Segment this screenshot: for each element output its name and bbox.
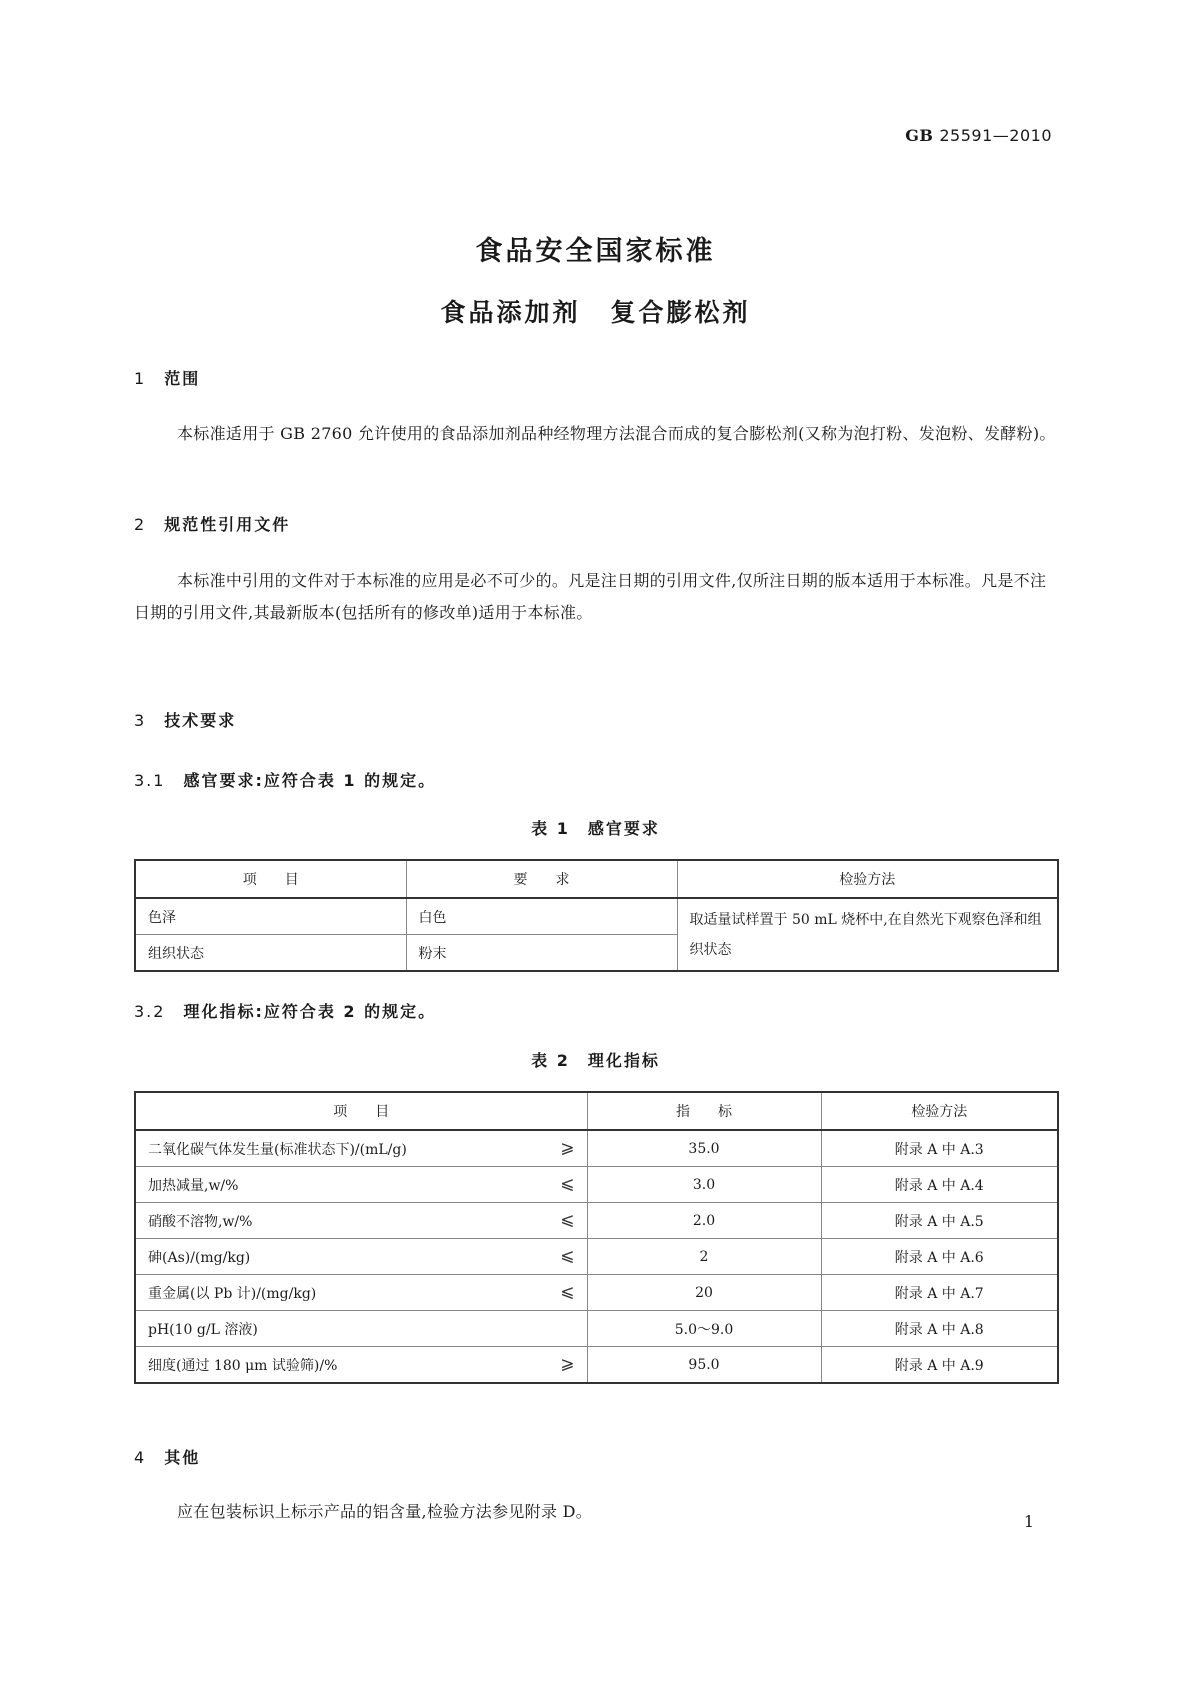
section-title: 其他 xyxy=(164,1448,201,1467)
table-row xyxy=(135,1130,1058,1167)
cell-method: 附录 A 中 A.8 xyxy=(821,1311,1058,1347)
comparison-operator: ⩽ xyxy=(560,1282,575,1302)
comparison-operator: ⩽ xyxy=(560,1210,575,1230)
standard-code: 25591—2010 xyxy=(939,126,1052,145)
cell-requirement: 粉末 xyxy=(406,935,677,972)
section-title: 技术要求 xyxy=(164,711,237,730)
cell-item: 砷(As)/(mg/kg) xyxy=(148,1249,251,1266)
comparison-operator: ⩾ xyxy=(560,1138,575,1158)
cell-item: 色泽 xyxy=(135,898,406,935)
cell-item: 重金属(以 Pb 计)/(mg/kg) xyxy=(148,1285,317,1302)
cell-method: 附录 A 中 A.5 xyxy=(821,1203,1058,1239)
subtitle-right: 复合膨松剂 xyxy=(610,298,751,327)
section-title: 规范性引用文件 xyxy=(164,515,291,534)
section-heading-2 xyxy=(134,512,290,535)
page-number: 1 xyxy=(1023,1512,1034,1531)
cell-method: 附录 A 中 A.4 xyxy=(821,1167,1058,1203)
table-row xyxy=(135,1167,1058,1203)
comparison-operator: ⩽ xyxy=(560,1246,575,1266)
document-subtitle xyxy=(0,293,1191,329)
section-number: 3 xyxy=(134,711,147,730)
paragraph-text: 本标准适用于 GB 2760 允许使用的食品添加剂品种经物理方法混合而成的复合膨松剂(又称为泡打粉、发泡粉、发酵粉)。 xyxy=(177,424,1056,443)
table-row xyxy=(135,1311,1058,1347)
subsection-text: 理化指标:应符合表 2 的规定。 xyxy=(183,1002,437,1021)
cell-method: 附录 A 中 A.3 xyxy=(821,1130,1058,1167)
standard-prefix: GB xyxy=(905,126,934,145)
cell-method: 附录 A 中 A.9 xyxy=(821,1347,1058,1384)
cell-item: 组织状态 xyxy=(135,935,406,972)
subtitle-left: 食品添加剂 xyxy=(440,298,581,327)
column-header-item: 项 目 xyxy=(135,1092,587,1130)
table-header-row xyxy=(135,1092,1058,1130)
subsection-number: 3.2 xyxy=(134,1002,166,1021)
section-number: 1 xyxy=(134,369,147,388)
table-header-row xyxy=(135,860,1058,898)
cell-value: 95.0 xyxy=(587,1347,821,1384)
cell-value: 3.0 xyxy=(587,1167,821,1203)
table-row xyxy=(135,898,1058,935)
cell-value: 2.0 xyxy=(587,1203,821,1239)
cell-item: 加热减量,w/% xyxy=(148,1177,239,1194)
column-header-method: 检验方法 xyxy=(821,1092,1058,1130)
table-row xyxy=(135,1203,1058,1239)
cell-item: 二氧化碳气体发生量(标准状态下)/(mL/g) xyxy=(148,1141,407,1158)
column-header-requirement: 要 求 xyxy=(406,860,677,898)
section-heading-1 xyxy=(134,366,200,389)
subsection-3-2 xyxy=(134,999,436,1022)
cell-item: 细度(通过 180 μm 试验筛)/% xyxy=(148,1357,338,1374)
cell-value: 2 xyxy=(587,1239,821,1275)
column-header-item: 项 目 xyxy=(135,860,406,898)
subsection-text: 感官要求:应符合表 1 的规定。 xyxy=(183,771,437,790)
section-1-paragraph xyxy=(134,418,1059,450)
cell-method: 附录 A 中 A.6 xyxy=(821,1239,1058,1275)
section-title: 范围 xyxy=(164,369,201,388)
comparison-operator: ⩾ xyxy=(560,1354,575,1374)
table-1-sensory xyxy=(134,859,1059,972)
comparison-operator: ⩽ xyxy=(560,1174,575,1194)
cell-value: 5.0～9.0 xyxy=(587,1311,821,1347)
section-number: 4 xyxy=(134,1448,147,1467)
table-2-physicochemical xyxy=(134,1091,1059,1384)
table-row xyxy=(135,1275,1058,1311)
standard-number xyxy=(905,126,1052,145)
cell-item: pH(10 g/L 溶液) xyxy=(148,1321,258,1338)
subsection-number: 3.1 xyxy=(134,771,166,790)
cell-method: 取适量试样置于 50 mL 烧杯中,在自然光下观察色泽和组织状态 xyxy=(677,898,1058,971)
cell-value: 35.0 xyxy=(587,1130,821,1167)
cell-item: 硝酸不溶物,w/% xyxy=(148,1213,253,1230)
table-row xyxy=(135,1347,1058,1384)
column-header-index: 指 标 xyxy=(587,1092,821,1130)
section-number: 2 xyxy=(134,515,147,534)
table-row xyxy=(135,1239,1058,1275)
paragraph-text: 本标准中引用的文件对于本标准的应用是必不可少的。凡是注日期的引用文件,仅所注日期的版本适用于本标准。凡是不注日期的引用文件,其最新版本(包括所有的修改单)适用于本标准。 xyxy=(134,571,1047,622)
cell-method: 附录 A 中 A.7 xyxy=(821,1275,1058,1311)
section-heading-4 xyxy=(134,1445,200,1468)
document-title: 食品安全国家标准 xyxy=(475,236,716,267)
section-4-paragraph xyxy=(134,1496,1059,1528)
cell-value: 20 xyxy=(587,1275,821,1311)
table-2-caption: 表 2 理化指标 xyxy=(531,1051,660,1070)
table-1-caption: 表 1 感官要求 xyxy=(531,819,660,838)
paragraph-text: 应在包装标识上标示产品的铝含量,检验方法参见附录 D。 xyxy=(177,1502,593,1521)
section-heading-3 xyxy=(134,708,236,731)
cell-requirement: 白色 xyxy=(406,898,677,935)
subsection-3-1 xyxy=(134,768,436,791)
section-2-paragraph xyxy=(134,565,1059,629)
column-header-method: 检验方法 xyxy=(677,860,1058,898)
